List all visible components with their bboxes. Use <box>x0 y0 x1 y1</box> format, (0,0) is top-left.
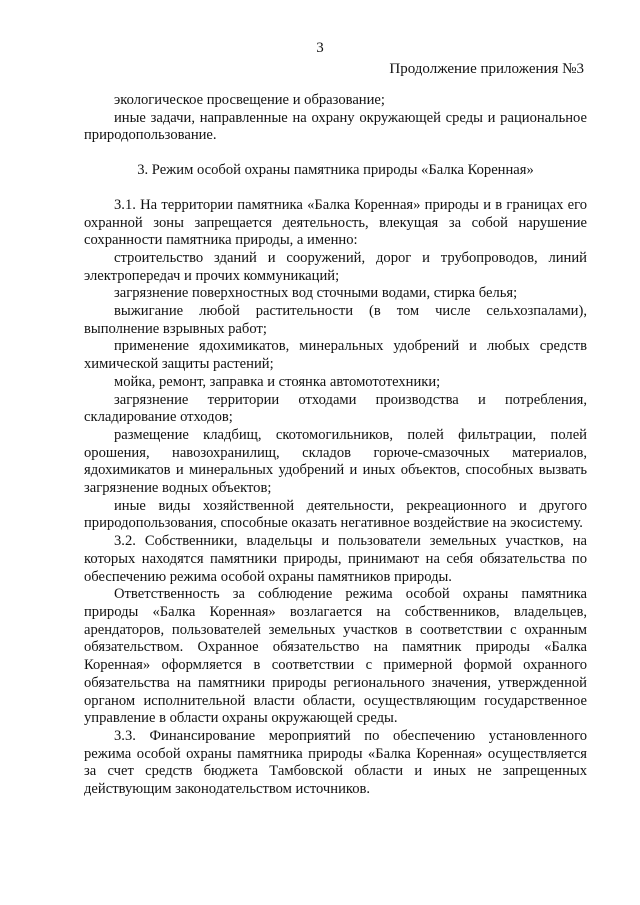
list-item: размещение кладбищ, скотомогильников, полей фильтрации, полей орошения, навозохранилищ, складов горюче-смазочных материалов, ядохимикатов и минеральных удобрений и иных объектов, способных вызвать загрязнение водных объектов; <box>84 426 587 497</box>
page-number: 3 <box>316 40 324 56</box>
list-item: экологическое просвещение и образование; <box>114 92 385 108</box>
clause-3-1: 3.1. На территории памятника «Балка Коренная» природы и в границах его охранной зоны запрещается деятельность, влекущая за собой нарушение сохранности памятника природы, а именно: <box>84 196 587 249</box>
clause-3-3: 3.3. Финансирование мероприятий по обеспечению установленного режима особой охраны памятника природы «Балка Коренная» осуществляется за счет средств бюджета Тамбовской области и иных не запрещенных действующим законодательством источников. <box>84 727 587 798</box>
responsibility-paragraph: Ответственность за соблюдение режима особой охраны памятника природы «Балка Коренная» возлагается на собственников, владельцев, арендаторов, пользователей земельных участков в соответствии с охранным обязательством. Охранное обязательство на памятник природы «Балка Коренная» оформляется в соответствии с примерной формой охранного обязательства на памятники природы регионального значения, утвержденной органом исполнительной власти области, осуществляющим государственное управление в области охраны окружающей среды. <box>84 586 587 727</box>
clause-3-2: 3.2. Собственники, владельцы и пользователи земельных участков, на которых находятся памятники природы, принимают на себя обязательства по обеспечению режима особой охраны памятников природы. <box>84 533 587 585</box>
appendix-continuation-note: Продолжение приложения №3 <box>389 61 584 77</box>
list-item: загрязнение территории отходами производства и потребления, складирование отходов; <box>84 391 587 426</box>
list-item: загрязнение поверхностных вод сточными водами, стирка белья; <box>114 285 518 302</box>
list-item: строительство зданий и сооружений, дорог и трубопроводов, линий электропередач и прочих коммуникаций; <box>84 249 587 284</box>
list-item: иные виды хозяйственной деятельности, рекреационного и другого природопользования, способные оказать негативное воздействие на экосистему. <box>84 497 587 532</box>
list-item: мойка, ремонт, заправка и стоянка автомототехники; <box>114 373 441 390</box>
list-item: применение ядохимикатов, минеральных удобрений и любых средств химической защиты растений; <box>84 338 587 373</box>
list-item: выжигание любой растительности (в том числе сельхозпалами), выполнение взрывных работ; <box>84 303 587 337</box>
document-body <box>84 92 587 799</box>
list-item: иные задачи, направленные на охрану окружающей среды и рациональное природопользование. <box>84 109 587 144</box>
section-heading: 3. Режим особой охраны памятника природы «Балка Коренная» <box>137 162 534 179</box>
